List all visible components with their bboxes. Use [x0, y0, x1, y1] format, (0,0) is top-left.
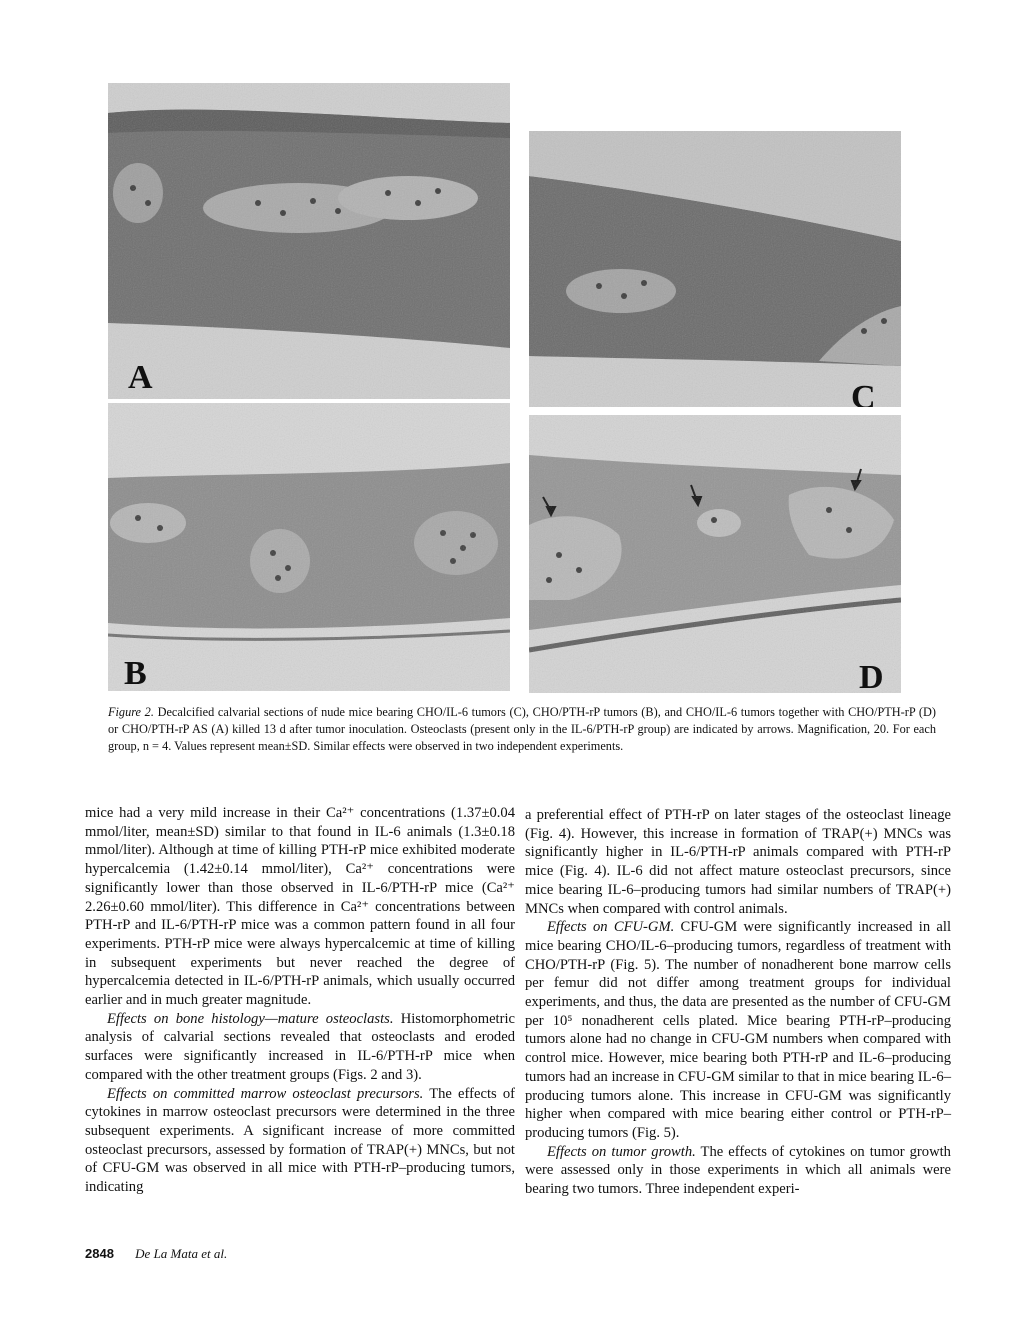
page-number: 2848	[85, 1246, 114, 1261]
panel-label-a: A	[128, 359, 153, 396]
caption-text: Decalcified calvarial sections of nude mice bearing CHO/IL-6 tumors (C), CHO/PTH-rP tumors (B), and CHO/IL-6 tumors together with CHO/PTH-rP (D) or CHO/PTH-rP AS (A) killed 13 d after tumor inoculation. Osteoclasts (present only in the IL-6/PTH-rP group) are indicated by arrows. Magnification, 20. For each group, n = 4. Values represent mean±SD. Similar effects were observed in two independent experiments.	[108, 705, 936, 753]
paragraph	[525, 806, 951, 918]
section-heading: Effects on bone histology—mature osteoclasts.	[107, 1010, 394, 1027]
micrograph-panel-b	[108, 403, 510, 691]
body-column-right	[525, 806, 951, 1199]
paragraph	[525, 1143, 951, 1199]
paragraph	[85, 1085, 515, 1197]
paragraph	[85, 1010, 515, 1085]
figure-caption	[108, 704, 936, 755]
body-column-left	[85, 804, 515, 1197]
paragraph-text: The effects of cytokines on tumor growth were assessed only in those experiments in which all animals were bearing two tumors. Three independent experi-	[525, 1143, 951, 1198]
paragraph-text: a preferential effect of PTH-rP on later stages of the osteoclast lineage (Fig. 4). However, this increase in formation of TRAP(+) MNCs was significantly higher in IL-6/PTH-rP animals compared with PTH-rP mice (Fig. 4). IL-6 did not affect mature osteoclast precursors, since mice bearing IL-6–producing tumors had similar numbers of TRAP(+) MNCs when compared with control animals.	[525, 807, 951, 917]
section-heading: Effects on committed marrow osteoclast precursors.	[107, 1085, 424, 1102]
panel-label-c: C	[851, 379, 876, 407]
micrograph-panel-a	[108, 83, 510, 399]
panel-label-d: D	[859, 659, 884, 693]
paragraph	[85, 804, 515, 1010]
running-authors: De La Mata et al.	[135, 1246, 228, 1261]
paragraph-text: Histomorphometric analysis of calvarial sections revealed that osteoclasts and eroded surfaces were significantly increased in IL-6/PTH-rP mice when compared with the other treatment groups (Figs. 2 and 3).	[85, 1010, 515, 1083]
paragraph-text: CFU-GM were significantly increased in all mice bearing CHO/IL-6–producing tumors, regardless of treatment with CHO/PTH-rP (Fig. 5). The number of nonadherent bone marrow cells per femur did not differ among treatment groups for individual experiments, and thus, the data are presented as the number of CFU-GM per 10⁵ nonadherent cells plated. Mice bearing PTH-rP–producing tumors alone had no change in CFU-GM numbers when compared with control mice. However, mice bearing both PTH-rP and IL-6–producing tumors had an increase in CFU-GM similar to that in mice bearing IL-6–producing tumors alone. This increase in CFU-GM was significantly higher when compared with mice bearing either control or PTH-rP–producing tumors (Fig. 5).	[525, 919, 951, 1141]
paragraph-text: mice had a very mild increase in their Ca²⁺ concentrations (1.37±0.04 mmol/liter, mean±SD) similar to that found in IL-6 animals (1.3±0.18 mmol/liter). Although at time of killing PTH-rP mice exhibited moderate hypercalcemia (1.42±0.14 mmol/liter), Ca²⁺ concentrations were significantly lower than those observed in IL-6/PTH-rP mice (Ca²⁺ 2.26±0.60 mmol/liter). This difference in Ca²⁺ concentrations between PTH-rP and IL-6/PTH-rP mice was a common pattern found in all four experiments. PTH-rP mice were always hypercalcemic at time of killing in subsequent experiments but never reached the degree of hypercalcemia detected in IL-6/PTH-rP animals, which usually occurred earlier and in much greater magnitude.	[85, 805, 515, 1009]
page-footer	[85, 1246, 227, 1262]
paragraph	[525, 918, 951, 1142]
micrograph-panel-d	[529, 415, 901, 693]
section-heading: Effects on tumor growth.	[547, 1143, 696, 1160]
section-heading: Effects on CFU-GM.	[547, 919, 675, 936]
paragraph-text: The effects of cytokines in marrow osteoclast precursors were determined in the three subsequent experiments. A significant increase of more committed osteoclast precursors, assessed by formation of TRAP(+) MNCs, but not of CFU-GM was observed in all mice with PTH-rP–producing tumors, indicating	[85, 1085, 515, 1196]
caption-label: Figure 2.	[108, 705, 154, 719]
panel-label-b: B	[124, 655, 147, 691]
micrograph-panel-c	[529, 131, 901, 407]
